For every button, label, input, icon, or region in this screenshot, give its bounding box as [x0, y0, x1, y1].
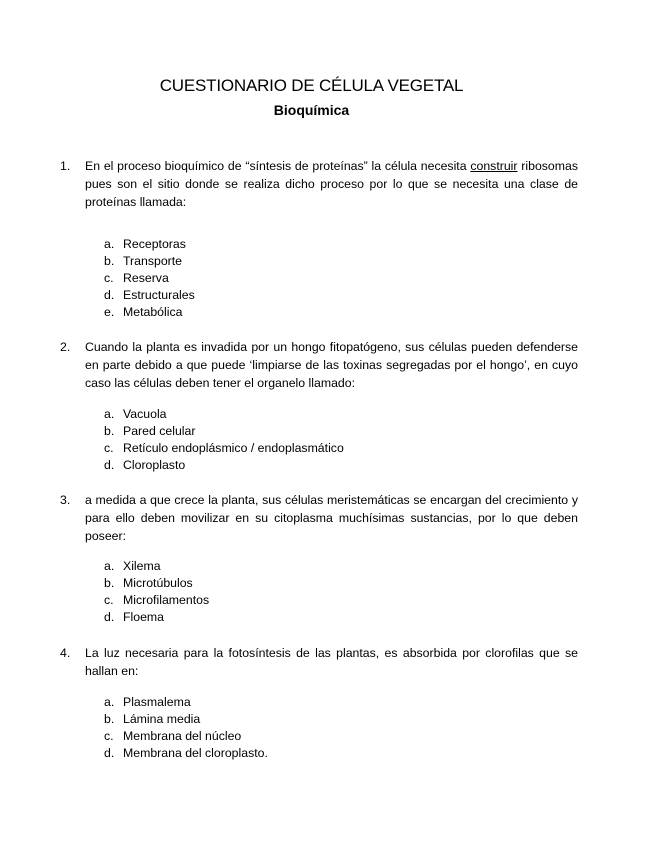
question-number: 1.: [60, 159, 71, 173]
question-4: [60, 644, 578, 680]
option-letter: d.: [104, 288, 115, 302]
option-item: [104, 287, 195, 304]
option-letter: a.: [104, 237, 115, 251]
option-letter: c.: [104, 729, 114, 743]
options-list-1: [104, 236, 195, 321]
option-text: Vacuola: [123, 407, 167, 421]
document-title: CUESTIONARIO DE CÉLULA VEGETAL: [159, 76, 464, 95]
option-text: Membrana del núcleo: [123, 729, 242, 743]
option-item: [104, 304, 195, 321]
option-item: [104, 457, 344, 474]
option-text: Plasmalema: [123, 695, 191, 709]
option-item: [104, 270, 195, 287]
question-text-part: En el proceso bioquímico de “síntesis de proteínas” la célula necesita: [85, 159, 471, 173]
option-text: Membrana del cloroplasto.: [123, 746, 268, 760]
option-text: Microtúbulos: [123, 576, 193, 590]
option-item: [104, 745, 268, 762]
option-item: [104, 711, 268, 728]
question-text: La luz necesaria para la fotosíntesis de las plantas, es absorbida por clorofilas que se hallan en:: [85, 646, 578, 678]
option-item: [104, 440, 344, 457]
option-text: Transporte: [123, 254, 183, 268]
question-3: [60, 491, 578, 545]
option-letter: a.: [104, 695, 115, 709]
option-item: [104, 609, 209, 626]
option-text: Retículo endoplásmico / endoplasmático: [123, 441, 344, 455]
options-list-2: [104, 406, 344, 474]
question-number: 4.: [60, 646, 71, 660]
option-letter: c.: [104, 441, 114, 455]
option-text: Floema: [123, 610, 165, 624]
question-2: [60, 338, 578, 392]
option-text: Reserva: [123, 271, 169, 285]
option-text: Pared celular: [123, 424, 196, 438]
option-text: Metabólica: [123, 305, 183, 319]
option-letter: d.: [104, 458, 115, 472]
document-subtitle: Bioquímica: [273, 102, 350, 118]
option-item: [104, 406, 344, 423]
option-letter: b.: [104, 424, 115, 438]
option-letter: d.: [104, 746, 115, 760]
option-letter: a.: [104, 559, 115, 573]
option-letter: b.: [104, 576, 115, 590]
option-text: Microfilamentos: [123, 593, 210, 607]
option-text: Cloroplasto: [123, 458, 186, 472]
underlined-word: construir: [470, 159, 518, 173]
question-text-part: ribosomas pues son el sitio donde se realiza dicho proceso por lo que se necesita una clase de proteínas llamada:: [85, 159, 578, 209]
question-text: Cuando la planta es invadida por un hongo fitopatógeno, sus células pueden defenderse en parte debido a que puede ‘limpiarse de las toxinas segregadas por el hongo’, en cuyo caso las células deben tener el organelo llamado:: [85, 340, 578, 390]
option-text: Lámina media: [123, 712, 201, 726]
options-list-3: [104, 558, 209, 626]
option-item: [104, 592, 209, 609]
question-1: [60, 157, 578, 211]
option-text: Xilema: [123, 559, 161, 573]
options-list-4: [104, 694, 268, 762]
question-number: 2.: [60, 340, 71, 354]
question-text: a medida a que crece la planta, sus células meristemáticas se encargan del crecimiento y para ello deben movilizar en su citoplasma muchísimas sustancias, por lo que deben poseer:: [85, 493, 578, 543]
option-text: Receptoras: [123, 237, 186, 251]
option-letter: c.: [104, 593, 114, 607]
option-item: [104, 558, 209, 575]
option-item: [104, 423, 344, 440]
option-item: [104, 236, 195, 253]
option-letter: d.: [104, 610, 115, 624]
option-letter: b.: [104, 254, 115, 268]
option-letter: c.: [104, 271, 114, 285]
question-number: 3.: [60, 493, 71, 507]
option-item: [104, 575, 209, 592]
question-text: [85, 157, 578, 211]
option-letter: b.: [104, 712, 115, 726]
option-text: Estructurales: [123, 288, 195, 302]
option-item: [104, 694, 268, 711]
option-letter: e.: [104, 305, 115, 319]
option-item: [104, 728, 268, 745]
option-item: [104, 253, 195, 270]
option-letter: a.: [104, 407, 115, 421]
